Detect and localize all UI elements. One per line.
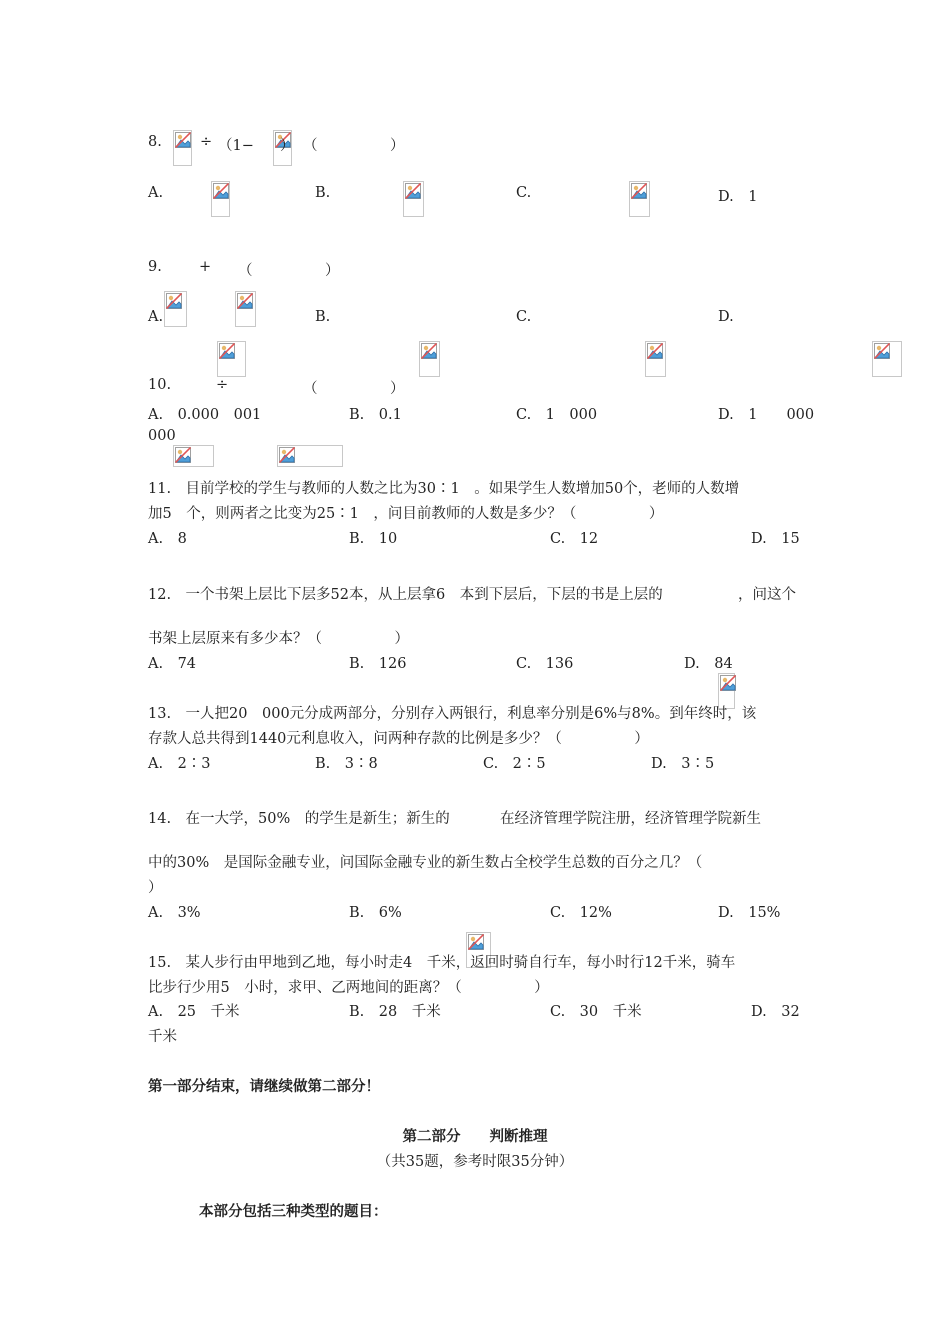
question-8 bbox=[0, 0, 950, 205]
question-text-line2: 存款人总共得到1440元利息收入，问两种存款的比例是多少？（ ） bbox=[148, 731, 649, 747]
option-a: A. 3% bbox=[148, 905, 201, 921]
part-two-subtitle: （共35题，参考时限35分钟） bbox=[376, 1154, 574, 1170]
option-c: C. 30 千米 bbox=[550, 1004, 642, 1020]
option-d: D. bbox=[718, 309, 734, 325]
option-c: C. 12% bbox=[550, 905, 612, 921]
question-text-line1: 11. 目前学校的学生与教师的人数之比为30∶1 。如果学生人数增加50个，老师的人数增 bbox=[148, 481, 740, 497]
option-d: D. 84 bbox=[684, 656, 733, 672]
option-d: D. 32 bbox=[751, 1004, 800, 1020]
question-text-line2: 加5 个，则两者之比变为25∶1 ，问目前教师的人数是多少？（ ） bbox=[148, 506, 664, 522]
option-b: B. 126 bbox=[349, 656, 407, 672]
question-text-line1: 13. 一人把20 000元分成两部分，分别存入两银行，利息率分别是6%与8%。到年终时，该 bbox=[148, 706, 757, 722]
option-a: A. 74 bbox=[148, 656, 197, 672]
answer-blank: （ ） bbox=[238, 263, 340, 279]
part-two-intro: 本部分包括三种类型的题目： bbox=[199, 1203, 388, 1220]
fraction-image bbox=[173, 130, 192, 166]
option-b: B. 0.1 bbox=[349, 407, 402, 423]
answer-blank: （ ） bbox=[303, 138, 405, 154]
option-b: B. 10 bbox=[349, 531, 398, 547]
divide-sign: ÷ bbox=[200, 134, 213, 150]
option-a: A. 2∶3 bbox=[148, 756, 211, 772]
option-b-image bbox=[419, 341, 440, 377]
option-c: C. bbox=[516, 185, 532, 201]
option-d: D. 15 bbox=[751, 531, 800, 547]
answer-blank: （ ） bbox=[303, 381, 405, 397]
option-b: B. 28 千米 bbox=[349, 1004, 441, 1020]
option-a: A. 25 千米 bbox=[148, 1004, 240, 1020]
option-b: B. bbox=[315, 185, 331, 201]
question-text-line2: 比步行少用5 小时，求甲、乙两地间的距离？（ ） bbox=[148, 980, 549, 996]
paren-open: （1− bbox=[218, 138, 254, 154]
expression-image bbox=[173, 445, 214, 467]
option-d: D. 15% bbox=[718, 905, 781, 921]
question-text-line3: ） bbox=[148, 880, 163, 896]
option-d-image bbox=[872, 341, 902, 377]
option-a: A. 0.000 001 bbox=[148, 407, 262, 423]
part-two-title: 第二部分 判断推理 bbox=[402, 1128, 548, 1145]
option-a: A. 8 bbox=[148, 531, 187, 547]
option-d: D. 1 bbox=[718, 189, 758, 205]
option-b-image bbox=[403, 181, 424, 217]
question-text-line1-end: ，问这个 bbox=[738, 587, 796, 603]
question-text-line1: 15. 某人步行由甲地到乙地，每小时走4 千米，返回时骑自行车，每小时行12千米，骑车 bbox=[148, 955, 736, 971]
option-c: C. bbox=[516, 309, 532, 325]
option-d-wrap: 000 bbox=[148, 428, 176, 444]
question-number: 8. bbox=[148, 134, 162, 150]
question-text-line2: 书架上层原来有多少本？（ ） bbox=[148, 631, 409, 647]
option-d: D. 1 000 bbox=[718, 407, 815, 423]
fraction-image bbox=[164, 291, 187, 327]
question-number: 10. bbox=[148, 377, 172, 393]
question-text-line1-end: 在经济管理学院注册，经济管理学院新生 bbox=[500, 811, 761, 827]
option-b: B. bbox=[315, 309, 331, 325]
option-a-image bbox=[217, 341, 246, 377]
option-d: D. 3∶5 bbox=[651, 756, 715, 772]
divide-sign: ÷ bbox=[216, 377, 229, 393]
question-10 bbox=[0, 72, 950, 444]
question-text-line1: 14. 在一大学，50% 的学生是新生；新生的 bbox=[148, 811, 450, 827]
option-a-image bbox=[211, 181, 230, 217]
option-c-image bbox=[629, 181, 650, 217]
option-c: C. 12 bbox=[550, 531, 599, 547]
option-b: B. 3∶8 bbox=[315, 756, 378, 772]
option-c: C. 1 000 bbox=[516, 407, 598, 423]
part-one-end-note: 第一部分结束，请继续做第二部分！ bbox=[148, 1078, 380, 1095]
expression-image bbox=[277, 445, 343, 467]
option-c-image bbox=[645, 341, 666, 377]
option-a: A. bbox=[148, 185, 164, 201]
question-text-line1: 12. 一个书架上层比下层多52本，从上层拿6 本到下层后，下层的书是上层的 bbox=[148, 587, 663, 603]
question-text-line2: 中的30% 是国际金融专业，问国际金融专业的新生数占全校学生总数的百分之几？（ bbox=[148, 855, 703, 871]
fraction-image bbox=[235, 291, 256, 327]
option-c: C. 2∶5 bbox=[483, 756, 546, 772]
plus-sign: + bbox=[199, 259, 212, 275]
option-b: B. 6% bbox=[349, 905, 402, 921]
question-number: 9. bbox=[148, 259, 162, 275]
option-a: A. bbox=[148, 309, 164, 325]
option-c: C. 136 bbox=[516, 656, 574, 672]
paren-close: ） bbox=[280, 138, 295, 154]
option-d-wrap: 千米 bbox=[148, 1029, 177, 1045]
